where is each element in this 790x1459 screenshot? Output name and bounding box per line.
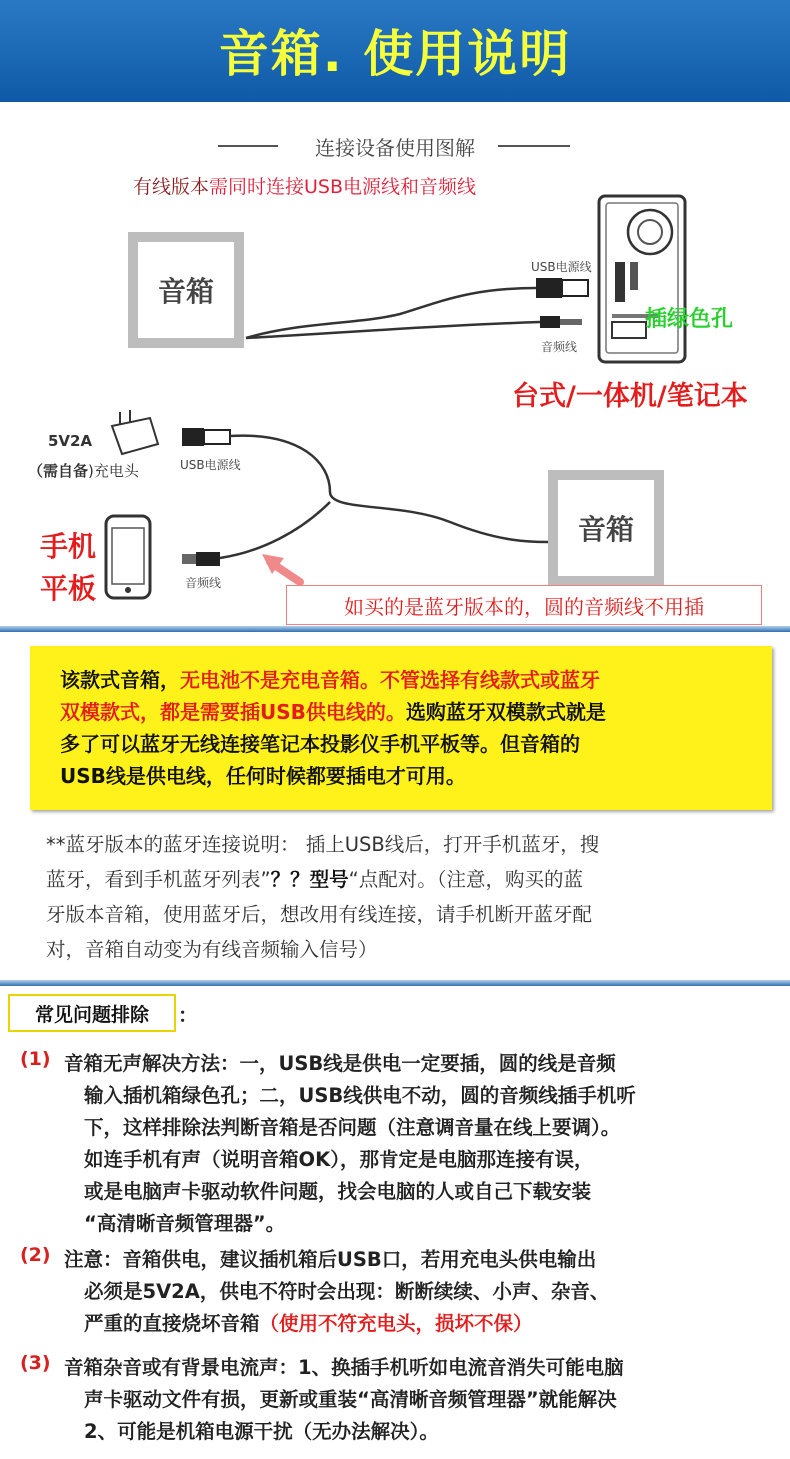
- charger-icon: [112, 410, 158, 454]
- green-jack-label: 插绿色孔: [645, 307, 734, 332]
- faq-2-last-line: 严重的直接烧坏音箱（使用不符充电头，损坏不保）: [84, 1312, 533, 1335]
- usb-cable-label-top: USB电源线: [531, 260, 592, 274]
- audio-cable-label-top: 音频线: [541, 340, 578, 354]
- phone-icon: [106, 516, 150, 598]
- phone-label-line2: 平板: [40, 572, 97, 605]
- computer-tower-icon: [599, 196, 685, 362]
- notice-line3: 多了可以蓝牙无线连接笔记本投影仪手机平板等。但音箱的: [60, 732, 580, 756]
- charger-spec: 5V2A: [48, 432, 93, 450]
- usb-cable-label-bottom: USB电源线: [180, 458, 241, 472]
- speaker-box-bottom: 音箱: [548, 470, 664, 586]
- faq-number: (2): [20, 1244, 51, 1266]
- audio-cable-label-bottom: 音频线: [185, 576, 222, 590]
- page-title: 音箱. 使用说明: [218, 25, 572, 83]
- faq-heading: 常见问题排除: [8, 994, 176, 1032]
- power-notice-box: [30, 646, 772, 810]
- wired-note-prefix: 有线版本: [133, 176, 210, 198]
- speaker-box-top: 音箱: [128, 232, 244, 348]
- diagram-title: 连接设备使用图解: [315, 136, 475, 160]
- computer-types-label: 台式/一体机/笔记本: [512, 381, 748, 412]
- charger-label: [28, 460, 139, 481]
- usb-plug-icon: [536, 278, 562, 298]
- faq-body: 音箱杂音或有背景电流声：1、换插手机听如电流音消失可能电脑 声卡驱动文件有损，更新或重装“高清晰音频管理器”就能解决 2、可能是机箱电源干扰（无办法解决）。: [64, 1356, 624, 1443]
- faq-number: (1): [20, 1048, 51, 1070]
- header-banner: [0, 0, 790, 102]
- bt-line3: 牙版本音箱，使用蓝牙后，想改用有线连接，请手机断开蓝牙配: [46, 903, 593, 926]
- section-divider-1: [0, 626, 790, 632]
- wired-note-body: 需同时连接USB电源线和音频线: [209, 176, 477, 198]
- phone-label-line1: 手机: [40, 530, 97, 563]
- charger-text: )充电头: [88, 462, 139, 480]
- connection-diagram: [0, 102, 790, 628]
- bt-line2: 蓝牙，看到手机蓝牙列表”？？型号“点配对。（注意，购买的蓝: [46, 868, 583, 891]
- section-divider-2: [0, 980, 790, 986]
- phone-tablet-label: [40, 526, 96, 610]
- notice-line2: 双模款式，都是需要插USB供电线的。选购蓝牙双模款式就是: [60, 700, 606, 724]
- faq-body: 音箱无声解决方法：一，USB线是供电一定要插，圆的线是音频 输入插机箱绿色孔；二，USB线供电不动，圆的音频线插手机听 下，这样排除法判断音箱是否问题（注意调音量在线上要调）。 如连手机有声（说明音箱OK），那肯定是电脑那连接有误， 或是电脑声卡驱动软件问题，找会电脑的人或自己下载安装 “高清晰音频管理器”。: [64, 1052, 636, 1235]
- audio-jack-icon: [540, 316, 560, 328]
- bluetooth-callout: 如买的是蓝牙版本的，圆的音频线不用插: [286, 585, 762, 625]
- bt-line4: 对，音箱自动变为有线音频输入信号）: [46, 938, 378, 961]
- cable-drawing: [0, 102, 790, 628]
- notice-line1: 该款式音箱，无电池不是充电音箱。不管选择有线款式或蓝牙: [60, 668, 600, 692]
- warranty-warning: （使用不符充电头，损坏不保）: [259, 1312, 533, 1335]
- charger-paren: （需自备: [28, 462, 89, 480]
- bluetooth-instructions: [46, 827, 766, 967]
- faq-number: (3): [20, 1352, 51, 1374]
- notice-line4: USB线是供电线，任何时候都要插电才可用。: [60, 764, 466, 788]
- bt-line1: **蓝牙版本的蓝牙连接说明： 插上USB线后，打开手机蓝牙，搜: [46, 833, 600, 856]
- faq-body: 注意：音箱供电，建议插机箱后USB口，若用充电头供电输出 必须是5V2A，供电不符时会出现：断断续续、小声、杂音、 严重的直接烧坏音箱（使用不符充电头，损坏不保）: [64, 1244, 790, 1340]
- faq-heading-colon: ：: [178, 1003, 198, 1027]
